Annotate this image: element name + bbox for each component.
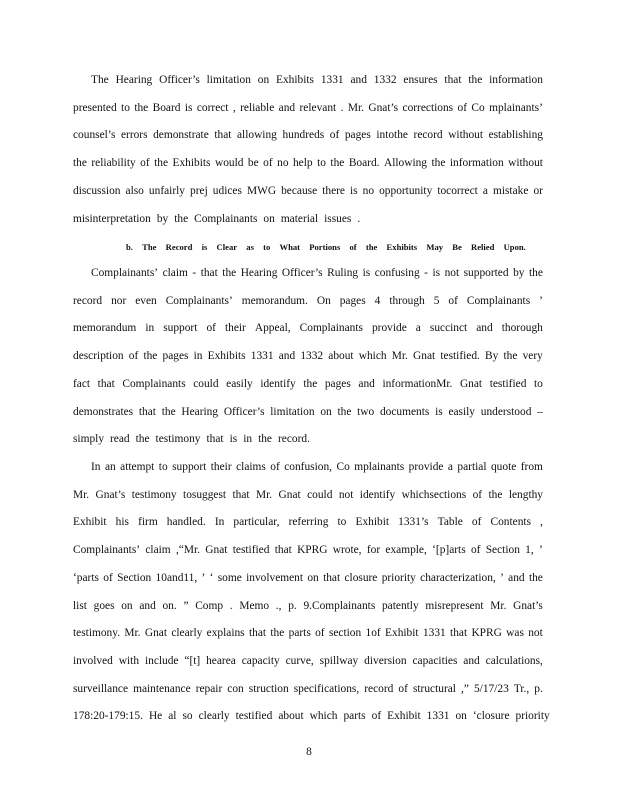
paragraph2-line: record nor even Complainants’ memorandum. On pages 4 through 5 of Complainants ’: [73, 294, 543, 307]
paragraph1-line: The Hearing Officer’s limitation on Exhibits 1331 and 1332 ensures that the information: [91, 74, 543, 86]
paragraph2-line: memorandum in support of their Appeal, Complainants provide a succinct and thorough: [73, 322, 543, 335]
paragraph2-line: demonstrates that the Hearing Officer’s limitation on the two documents is easily understood –: [73, 405, 543, 418]
paragraph1-line: presented to the Board is correct , reliable and relevant . Mr. Gnat’s corrections of Co mplainants’: [73, 101, 543, 114]
paragraph3-line: involved with include “[t] hearea capacity curve, spillway diversion capacities and calculations,: [73, 654, 543, 667]
paragraph1-line: counsel’s errors demonstrate that allowing hundreds of pages intothe record without establishing: [73, 129, 543, 142]
paragraph3-line: ‘parts of Section 10and11, ’ ‘ some involvement on that closure priority characterization, ’ and the: [73, 571, 543, 584]
section-heading: b. The Record is Clear as to What Portions of the Exhibits May Be Relied Upon.: [126, 242, 526, 252]
paragraph1-line: misinterpretation by the Complainants on material issues .: [73, 212, 361, 225]
paragraph3-line: Mr. Gnat’s testimony tosuggest that Mr. Gnat could not identify whichsections of the lengthy: [73, 488, 543, 501]
paragraph3-line: In an attempt to support their claims of confusion, Co mplainants provide a partial quote from: [91, 461, 543, 473]
paragraph2-line: Complainants’ claim - that the Hearing Officer’s Ruling is confusing - is not supported by the: [91, 267, 543, 279]
paragraph2-line: description of the pages in Exhibits 1331 and 1332 about which Mr. Gnat testified. By the very: [73, 350, 543, 363]
paragraph1-line: the reliability of the Exhibits would be of no help to the Board. Allowing the information without: [73, 157, 543, 170]
paragraph3-line: testimony. Mr. Gnat clearly explains that the parts of section 1of Exhibit 1331 that KPRG was not: [73, 627, 543, 640]
paragraph3-line: surveillance maintenance repair con struction specifications, record of structural ,” 5/17/23 Tr., p.: [73, 682, 543, 695]
paragraph1-line: discussion also unfairly prej udices MWG because there is no opportunity tocorrect a mistake or: [73, 184, 543, 197]
page-number: 8: [306, 746, 312, 758]
paragraph2-line: fact that Complainants could easily identify the pages and informationMr. Gnat testified to: [73, 377, 543, 390]
paragraph3-line: Exhibit his firm handled. In particular, referring to Exhibit 1331’s Table of Contents ,: [73, 516, 543, 529]
paragraph2-line: simply read the testimony that is in the record.: [73, 433, 310, 446]
paragraph3-line: 178:20-179:15. He al so clearly testified about which parts of Exhibit 1331 on ‘closure priority: [73, 710, 550, 723]
paragraph3-line: list goes on and on. ” Comp . Memo ., p. 9.Complainants patently misrepresent Mr. Gnat’s: [73, 599, 543, 612]
paragraph3-line: Complainants’ claim ,“Mr. Gnat testified that KPRG wrote, for example, ‘[p]arts of Section 1, ’: [73, 544, 543, 557]
